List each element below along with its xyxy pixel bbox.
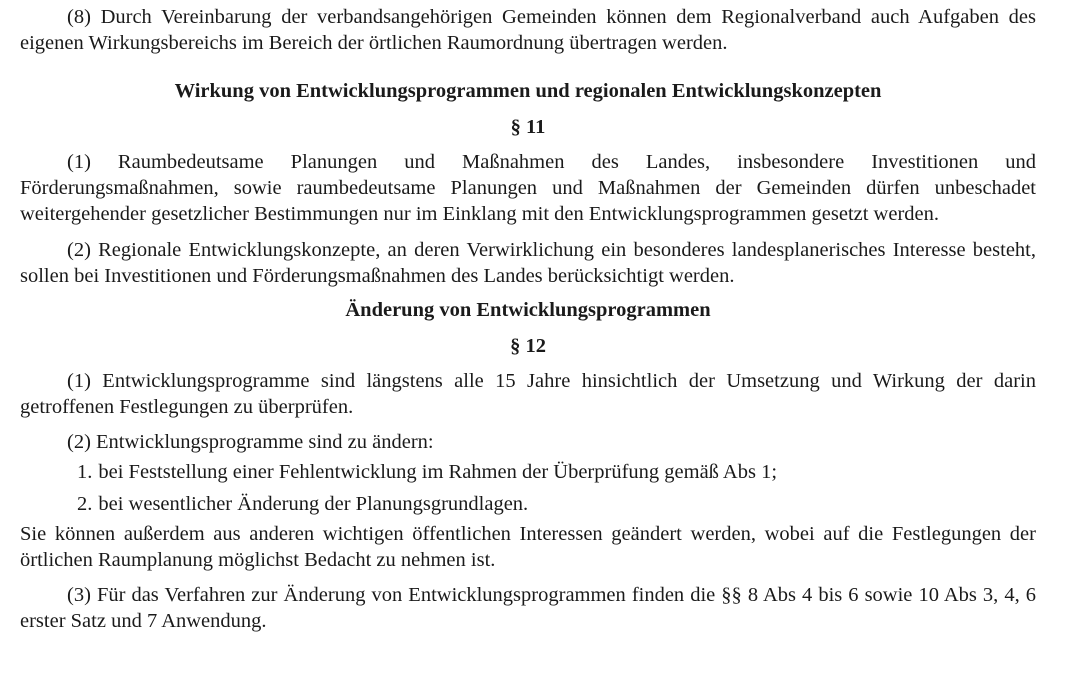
paragraph-8: (8) Durch Vereinbarung der verbandsangehörigen Gemeinden können dem Regionalverband auch Aufgaben des eigenen Wirkungsbereichs im Bereich der örtlichen Raumordnung übertragen werden.: [20, 6, 1036, 54]
section-11-title: Wirkung von Entwicklungsprogrammen und regionalen Entwicklungskonzepten: [174, 80, 882, 102]
list-item-number: 1.: [77, 461, 93, 483]
section-12-title: Änderung von Entwicklungsprogrammen: [345, 299, 711, 321]
list-item: [20, 491, 1036, 517]
list-item-number: 2.: [77, 493, 93, 515]
section-12-paragraph-1: (1) Entwicklungsprogramme sind längstens alle 15 Jahre hinsichtlich der Umsetzung und Wirkung der darin getroffenen Festlegungen zu überprüfen.: [20, 370, 1036, 418]
section-11-number: § 11: [510, 116, 546, 138]
list-item-text: bei Feststellung einer Fehlentwicklung im Rahmen der Überprüfung gemäß Abs 1;: [98, 461, 778, 483]
section-12-paragraph-2-continuation: Sie können außerdem aus anderen wichtigen öffentlichen Interessen geändert werden, wobei auf die Festlegungen der örtlichen Raumplanung möglichst Bedacht zu nehmen ist.: [20, 523, 1036, 571]
section-12-paragraph-2: (2) Entwicklungsprogramme sind zu ändern:: [67, 431, 434, 453]
section-11-paragraph-1: (1) Raumbedeutsame Planungen und Maßnahmen des Landes, insbesondere Investitionen und Förderungsmaßnahmen, sowie raumbedeutsame Planungen und Maßnahmen der Gemeinden dürfen unbeschadet weitergehender gesetzlicher Bestimmungen nur im Einklang mit den Entwicklungsprogrammen gesetzt werden.: [20, 151, 1036, 225]
document-page: [20, 4, 1036, 634]
section-12-number: § 12: [510, 335, 546, 357]
list-item-text: bei wesentlicher Änderung der Planungsgrundlagen.: [98, 493, 529, 515]
section-11-paragraph-2: (2) Regionale Entwicklungskonzepte, an deren Verwirklichung ein besonderes landesplanerisches Interesse besteht, sollen bei Investitionen und Förderungsmaßnahmen des Landes berücksichtigt werden.: [20, 239, 1036, 287]
list-item: [20, 459, 1036, 485]
section-12-paragraph-3: (3) Für das Verfahren zur Änderung von Entwicklungsprogrammen finden die §§ 8 Abs 4 bis 6 sowie 10 Abs 3, 4, 6 erster Satz und 7 Anwendung.: [20, 584, 1036, 632]
section-12-list: [20, 459, 1036, 517]
